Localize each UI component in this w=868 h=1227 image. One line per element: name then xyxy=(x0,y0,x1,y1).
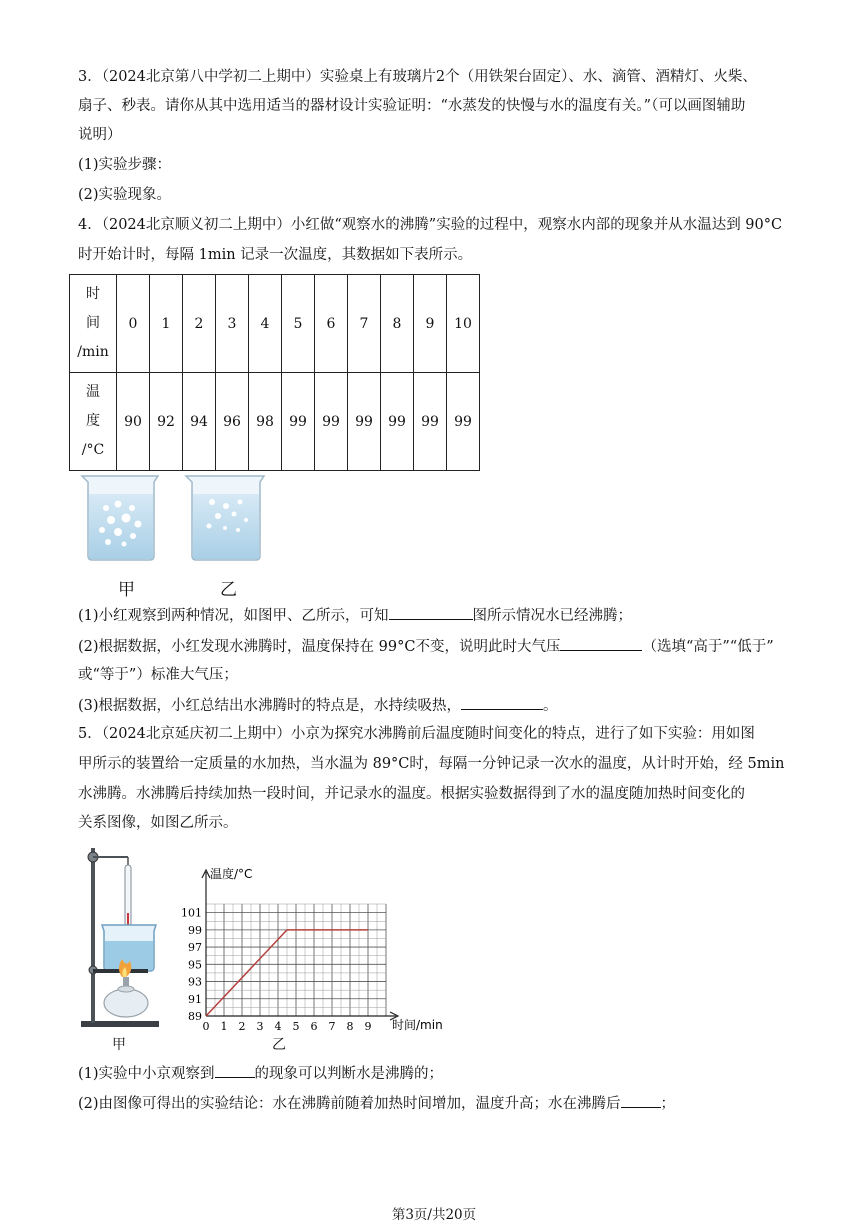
temp-cell: 99 xyxy=(315,373,348,471)
y-tick-label: 93 xyxy=(188,975,202,989)
chart-axes xyxy=(202,870,398,1020)
x-tick-label: 1 xyxy=(220,1020,228,1033)
q4-sub2: (2)根据数据，小红发现水沸腾时，温度保持在 99°C不变，说明此时大气压 （选填“高于”“低于” xyxy=(78,636,774,657)
beaker-jia xyxy=(82,476,158,560)
x-axis-label: 时间/min xyxy=(392,1018,443,1032)
x-tick-label: 9 xyxy=(364,1020,372,1033)
time-cell: 8 xyxy=(381,275,414,373)
time-cell: 0 xyxy=(117,275,150,373)
boiling-data-table xyxy=(69,274,480,471)
temp-cell: 96 xyxy=(216,373,249,471)
y-tick-label: 99 xyxy=(188,923,202,937)
q4-sub2-cont: 或“等于”）标准大气压； xyxy=(78,667,238,683)
y-tick-label: 91 xyxy=(188,992,202,1006)
q3-line3: 说明） xyxy=(78,127,122,143)
q5-line4: 关系图像，如图乙所示。 xyxy=(78,815,238,831)
graph-label: 乙 xyxy=(272,1037,286,1053)
temp-cell: 99 xyxy=(282,373,315,471)
beaker-label-yi: 乙 xyxy=(220,580,237,600)
time-cell: 3 xyxy=(216,275,249,373)
time-cell: 1 xyxy=(150,275,183,373)
q4-sub3: (3)根据数据，小红总结出水沸腾时的特点是，水持续吸热， 。 xyxy=(78,695,558,716)
beaker-label-jia: 甲 xyxy=(118,580,135,600)
alcohol-lamp xyxy=(104,989,148,1017)
beaker-illustrations xyxy=(78,472,278,567)
time-header: 时 间 /min xyxy=(70,275,117,373)
y-tick-label: 97 xyxy=(188,941,202,955)
time-cell: 6 xyxy=(315,275,348,373)
time-cell: 7 xyxy=(348,275,381,373)
x-tick-label: 5 xyxy=(292,1020,300,1033)
temp-cell: 92 xyxy=(150,373,183,471)
q5-line1: 5．（2024北京延庆初二上期中）小京为探究水沸腾前后温度随时间变化的特点，进行了如下实验：用如图 xyxy=(78,726,755,742)
q5-line2: 甲所示的装置给一定质量的水加热，当水温为 89°C时，每隔一分钟记录一次水的温度，从计时开始，经 5min xyxy=(78,756,785,772)
temp-cell: 99 xyxy=(447,373,480,471)
y-tick-label: 101 xyxy=(181,906,202,920)
y-tick-label: 95 xyxy=(188,958,202,972)
apparatus-label: 甲 xyxy=(112,1037,126,1053)
x-tick-label: 8 xyxy=(346,1020,354,1033)
q4-line2: 时开始计时，每隔 1min 记录一次温度，其数据如下表所示。 xyxy=(78,247,473,263)
x-tick-label: 2 xyxy=(238,1020,246,1033)
beaker-yi xyxy=(186,476,264,560)
time-cell: 10 xyxy=(447,275,480,373)
x-tick-label: 4 xyxy=(274,1020,282,1033)
q3-line2: 扇子、秒表。请你从其中选用适当的器材设计实验证明：“水蒸发的快慢与水的温度有关。”（可以画图辅助 xyxy=(78,98,746,114)
x-tick-label: 6 xyxy=(310,1020,318,1033)
temperature-header: 温 度 /°C xyxy=(70,373,117,471)
time-cell: 5 xyxy=(282,275,315,373)
y-tick-label: 89 xyxy=(188,1010,202,1023)
temp-cell: 94 xyxy=(183,373,216,471)
temp-cell: 99 xyxy=(381,373,414,471)
temperature-time-graph xyxy=(170,858,460,1033)
chart-grid xyxy=(206,904,386,1016)
stand-rod xyxy=(91,848,95,1023)
page-footer: 第3页/共20页 xyxy=(391,1207,477,1223)
x-tick-label: 7 xyxy=(328,1020,336,1033)
heating-apparatus xyxy=(76,843,166,1033)
time-cell: 2 xyxy=(183,275,216,373)
time-cell: 9 xyxy=(414,275,447,373)
temp-cell: 99 xyxy=(414,373,447,471)
q3-line1: 3．（2024北京第八中学初二上期中）实验桌上有玻璃片2个（用铁架台固定）、水、滴管、酒精灯、火柴、 xyxy=(78,69,757,85)
temp-cell: 99 xyxy=(348,373,381,471)
x-tick-label: 3 xyxy=(256,1020,264,1033)
q5-sub1: (1)实验中小京观察到 的现象可以判断水是沸腾的； xyxy=(78,1063,443,1084)
q5-line3: 水沸腾。水沸腾后持续加热一段时间，并记录水的温度。根据实验数据得到了水的温度随加热时间变化的 xyxy=(78,786,745,802)
q4-line1: 4．（2024北京顺义初二上期中）小红做“观察水的沸腾”实验的过程中，观察水内部的现象并从水温达到 90°C xyxy=(78,217,783,233)
temperature-row xyxy=(70,373,480,471)
x-tick-label: 0 xyxy=(202,1020,210,1033)
time-row xyxy=(70,275,480,373)
y-axis-label: 温度/°C xyxy=(210,867,253,881)
temp-cell: 98 xyxy=(249,373,282,471)
q4-sub1: (1)小红观察到两种情况，如图甲、乙所示，可知 图所示情况水已经沸腾； xyxy=(78,605,632,626)
time-cell: 4 xyxy=(249,275,282,373)
q3-sub2: (2)实验现象。 xyxy=(78,187,172,203)
temp-cell: 90 xyxy=(117,373,150,471)
q3-sub1: (1)实验步骤： xyxy=(78,157,172,173)
q5-sub2: (2)由图像可得出的实验结论：水在沸腾前随着加热时间增加，温度升高；水在沸腾后 ； xyxy=(78,1093,675,1114)
